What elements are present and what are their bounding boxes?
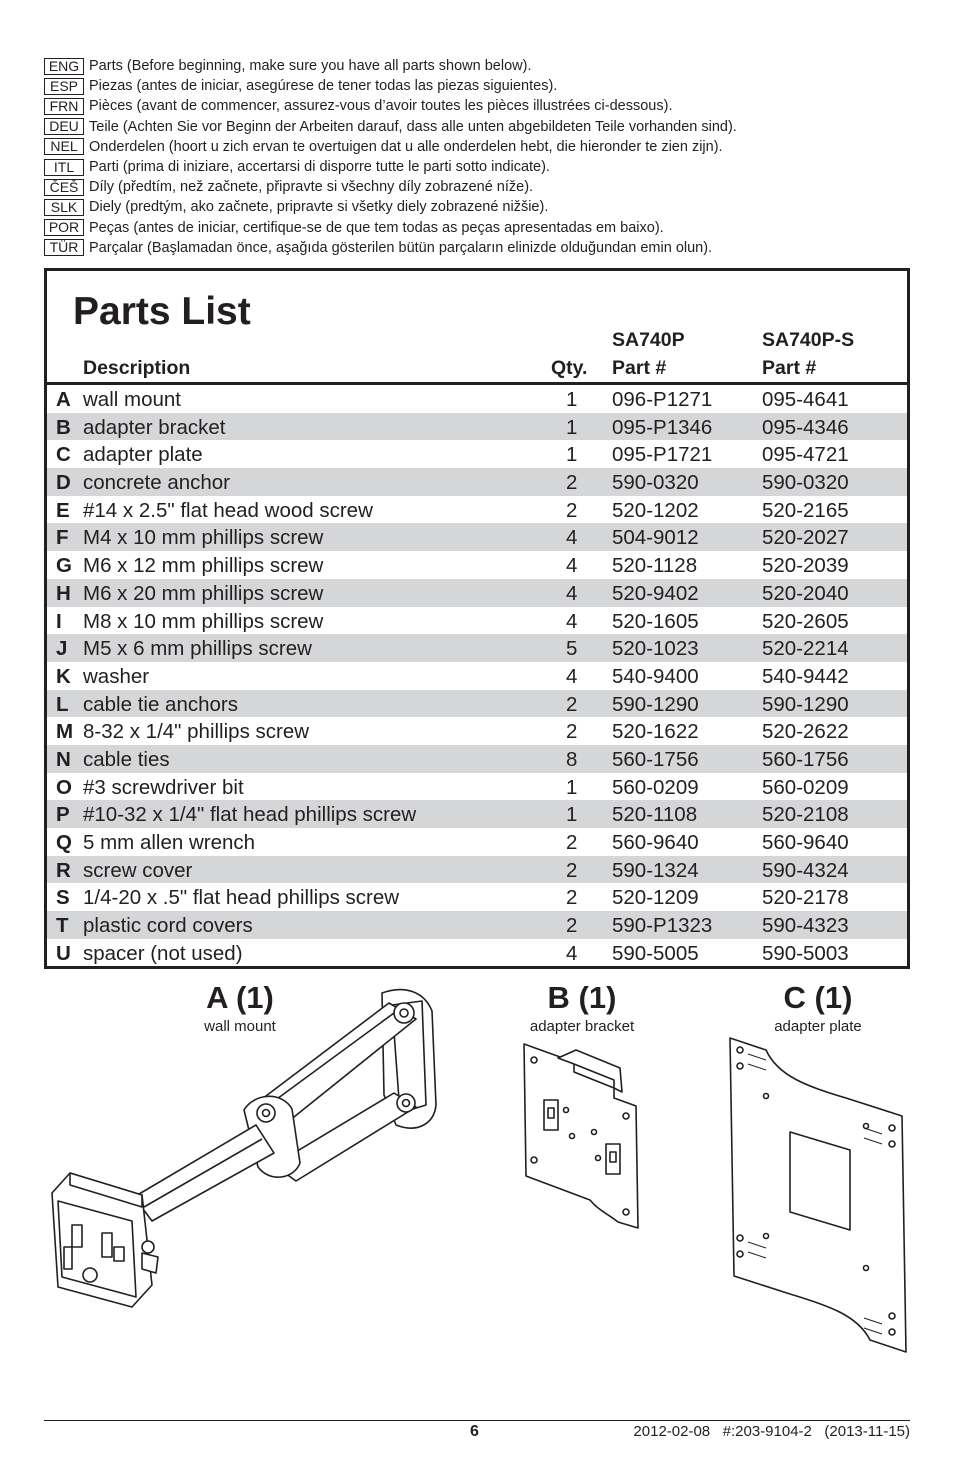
part-description: screw cover	[83, 858, 193, 882]
part-letter: J	[56, 637, 68, 661]
figure-b-title: B (1)	[547, 980, 617, 1015]
header-model-sa740p-s: SA740P-S	[762, 329, 855, 351]
part-description: #10-32 x 1/4" flat head phillips screw	[83, 803, 417, 827]
part-number-sa740p: 520-1023	[612, 637, 699, 661]
language-text: Piezas (antes de iniciar, asegúrese de tener todas las piezas siguientes).	[89, 78, 558, 95]
part-quantity: 2	[566, 831, 578, 854]
part-number-sa740p-s: 520-2178	[762, 886, 849, 910]
parts-rows	[47, 385, 907, 966]
part-description: M4 x 10 mm phillips screw	[83, 526, 324, 550]
table-row	[47, 800, 907, 828]
language-code-box: ESP	[44, 78, 84, 95]
table-row	[47, 828, 907, 856]
part-letter: F	[56, 526, 69, 550]
part-number-sa740p-s: 095-4721	[762, 443, 849, 467]
part-number-sa740p-s: 590-4324	[762, 858, 849, 882]
part-description: cable tie anchors	[83, 692, 238, 716]
part-letter: D	[56, 471, 71, 495]
part-description: M6 x 12 mm phillips screw	[83, 554, 324, 578]
part-number-sa740p: 590-5005	[612, 941, 699, 965]
part-description: 5 mm allen wrench	[83, 831, 256, 854]
part-number-sa740p-s: 520-2027	[762, 526, 849, 550]
part-letter: R	[56, 858, 71, 882]
language-code-box: POR	[44, 219, 84, 236]
table-row	[47, 662, 907, 690]
language-text: Parti (prima di iniziare, accertarsi di disporre tutte le parti sotto indicate).	[89, 159, 550, 176]
part-description: #14 x 2.5" flat head wood screw	[83, 498, 373, 522]
language-code-box: TÜR	[44, 239, 84, 256]
part-number-sa740p: 520-1202	[612, 498, 699, 522]
part-description: adapter plate	[83, 443, 203, 467]
part-quantity: 2	[566, 692, 578, 716]
part-letter: K	[56, 664, 71, 688]
part-quantity: 8	[566, 747, 578, 771]
table-row	[47, 607, 907, 635]
language-instructions	[44, 56, 924, 258]
table-row	[47, 717, 907, 745]
language-text: Parçalar (Başlamadan önce, aşağıda gösterilen bütün parçaların elinizde olduğundan emin olun).	[89, 239, 713, 256]
header-model-sa740p: SA740P	[612, 329, 685, 351]
wall-mount-illustration	[44, 985, 444, 1310]
part-letter: B	[56, 415, 71, 439]
part-letter: G	[56, 554, 72, 578]
part-description: #3 screwdriver bit	[83, 775, 244, 799]
part-number-sa740p-s: 540-9442	[762, 664, 849, 688]
part-number-sa740p-s: 590-4323	[762, 914, 849, 938]
table-row	[47, 551, 907, 579]
part-letter: I	[56, 609, 62, 633]
header-description: Description	[83, 357, 191, 379]
part-description: concrete anchor	[83, 471, 231, 495]
table-row	[47, 773, 907, 801]
table-row	[47, 939, 907, 967]
language-code-box: SLK	[44, 199, 84, 216]
parts-list-table	[44, 268, 910, 969]
part-number-sa740p: 590-1324	[612, 858, 699, 882]
part-number-sa740p-s: 560-9640	[762, 831, 849, 854]
part-number-sa740p: 520-1209	[612, 886, 699, 910]
language-code-box: FRN	[44, 98, 84, 115]
part-description: spacer (not used)	[83, 941, 243, 965]
language-line	[44, 177, 924, 197]
language-line	[44, 76, 924, 96]
part-description: 8-32 x 1/4" phillips screw	[83, 720, 310, 744]
part-quantity: 4	[566, 526, 578, 550]
part-number-sa740p-s: 590-0320	[762, 471, 849, 495]
header-part-number-1: Part #	[612, 357, 667, 379]
language-text: Pièces (avant de commencer, assurez-vous d’avoir toutes les pièces illustrées ci-dessous).	[89, 98, 673, 115]
part-number-sa740p-s: 520-2605	[762, 609, 849, 633]
part-letter: U	[56, 941, 71, 965]
table-row	[47, 523, 907, 551]
table-row	[47, 911, 907, 939]
part-quantity: 2	[566, 858, 578, 882]
language-line	[44, 197, 924, 217]
part-quantity: 2	[566, 720, 578, 744]
header-part-number-2: Part #	[762, 357, 817, 379]
part-description: cable ties	[83, 747, 170, 771]
page-number: 6	[470, 1423, 479, 1440]
part-letter: N	[56, 747, 71, 771]
language-line	[44, 218, 924, 238]
language-code-box: ČEŠ	[44, 179, 84, 196]
part-number-sa740p: 590-P1323	[612, 914, 713, 938]
part-number-sa740p: 520-1622	[612, 720, 699, 744]
part-number-sa740p-s: 520-2214	[762, 637, 849, 661]
part-description: M8 x 10 mm phillips screw	[83, 609, 324, 633]
part-letter: Q	[56, 831, 72, 854]
part-letter: P	[56, 803, 70, 827]
figure-a-title: A (1)	[206, 980, 274, 1015]
part-letter: C	[56, 443, 71, 467]
part-number-sa740p-s: 520-2039	[762, 554, 849, 578]
part-number-sa740p: 095-P1346	[612, 415, 713, 439]
part-letter: H	[56, 581, 71, 605]
adapter-plate-illustration	[726, 1036, 910, 1356]
parts-list-title: Parts List	[73, 290, 251, 333]
part-quantity: 2	[566, 498, 578, 522]
part-number-sa740p: 560-0209	[612, 775, 699, 799]
language-line	[44, 157, 924, 177]
table-row	[47, 690, 907, 718]
language-text: Diely (predtým, ako začnete, pripravte si všetky diely zobrazené nižšie).	[89, 199, 549, 216]
part-number-sa740p-s: 560-0209	[762, 775, 849, 799]
language-text: Teile (Achten Sie vor Beginn der Arbeiten darauf, dass alle unten abgebildeten Teile vorhanden sind).	[89, 118, 737, 135]
part-letter: A	[56, 388, 71, 411]
part-quantity: 1	[566, 388, 578, 411]
part-description: adapter bracket	[83, 415, 226, 439]
language-line	[44, 96, 924, 116]
language-code-box: DEU	[44, 118, 84, 135]
part-number-sa740p-s: 590-1290	[762, 692, 849, 716]
part-letter: L	[56, 692, 69, 716]
language-text: Díly (předtím, než začnete, připravte si všechny díly zobrazené níže).	[89, 179, 534, 196]
part-quantity: 4	[566, 581, 578, 605]
part-quantity: 5	[566, 637, 578, 661]
part-number-sa740p: 520-1605	[612, 609, 699, 633]
document-code: 2012-02-08 #:203-9104-2 (2013-11-15)	[633, 1423, 910, 1440]
part-number-sa740p: 520-9402	[612, 581, 699, 605]
table-row	[47, 883, 907, 911]
part-description: wall mount	[83, 388, 181, 411]
language-text: Parts (Before beginning, make sure you have all parts shown below).	[89, 58, 532, 75]
language-line	[44, 137, 924, 157]
part-quantity: 1	[566, 803, 578, 827]
table-row	[47, 385, 907, 413]
part-number-sa740p: 560-1756	[612, 747, 699, 771]
part-quantity: 4	[566, 664, 578, 688]
part-number-sa740p: 540-9400	[612, 664, 699, 688]
part-quantity: 4	[566, 609, 578, 633]
table-row	[47, 468, 907, 496]
part-number-sa740p-s: 520-2165	[762, 498, 849, 522]
footer-divider	[44, 1420, 910, 1421]
part-letter: M	[56, 720, 74, 744]
table-row	[47, 745, 907, 773]
language-text: Onderdelen (hoort u zich ervan te overtuigen dat u alle onderdelen hebt, die hieronder te zien zijn).	[89, 138, 723, 155]
part-number-sa740p-s: 560-1756	[762, 747, 849, 771]
part-number-sa740p-s: 590-5003	[762, 941, 849, 965]
part-quantity: 4	[566, 941, 578, 965]
part-quantity: 4	[566, 554, 578, 578]
part-number-sa740p-s: 520-2040	[762, 581, 849, 605]
figure-c-caption: adapter plate	[774, 1018, 862, 1035]
language-line	[44, 238, 924, 258]
part-number-sa740p-s: 095-4346	[762, 415, 849, 439]
language-code-box: ENG	[44, 58, 84, 75]
table-row	[47, 579, 907, 607]
table-row	[47, 496, 907, 524]
part-quantity: 1	[566, 775, 578, 799]
part-number-sa740p: 560-9640	[612, 831, 699, 854]
part-number-sa740p-s: 520-2108	[762, 803, 849, 827]
header-qty: Qty.	[551, 357, 588, 379]
part-number-sa740p: 590-0320	[612, 471, 699, 495]
figure-c-title: C (1)	[783, 980, 853, 1015]
table-row	[47, 413, 907, 441]
language-line	[44, 56, 924, 76]
part-number-sa740p: 590-1290	[612, 692, 699, 716]
part-number-sa740p-s: 095-4641	[762, 388, 849, 411]
table-row	[47, 634, 907, 662]
figure-a-caption: wall mount	[204, 1018, 276, 1035]
language-line	[44, 117, 924, 137]
part-quantity: 1	[566, 443, 578, 467]
part-letter: T	[56, 914, 69, 938]
table-row	[47, 856, 907, 884]
language-text: Peças (antes de iniciar, certifique-se de que tem todas as peças apresentadas em baixo).	[89, 219, 664, 236]
part-letter: O	[56, 775, 72, 799]
language-code-box: ITL	[44, 159, 84, 176]
adapter-bracket-illustration	[518, 1040, 646, 1235]
part-letter: S	[56, 886, 70, 910]
part-description: M6 x 20 mm phillips screw	[83, 581, 324, 605]
figure-b-caption: adapter bracket	[529, 1018, 635, 1035]
part-description: plastic cord covers	[83, 914, 253, 938]
part-number-sa740p: 095-P1721	[612, 443, 713, 467]
part-description: washer	[83, 664, 150, 688]
part-quantity: 2	[566, 914, 578, 938]
part-number-sa740p: 504-9012	[612, 526, 699, 550]
language-code-box: NEL	[44, 138, 84, 155]
part-number-sa740p-s: 520-2622	[762, 720, 849, 744]
part-description: 1/4-20 x .5" flat head phillips screw	[83, 886, 400, 910]
part-number-sa740p: 096-P1271	[612, 388, 713, 411]
part-quantity: 2	[566, 886, 578, 910]
part-number-sa740p: 520-1128	[612, 554, 698, 578]
part-description: M5 x 6 mm phillips screw	[83, 637, 312, 661]
table-row	[47, 440, 907, 468]
part-quantity: 2	[566, 471, 578, 495]
part-quantity: 1	[566, 415, 578, 439]
part-letter: E	[56, 498, 70, 522]
part-number-sa740p: 520-1108	[612, 803, 698, 827]
